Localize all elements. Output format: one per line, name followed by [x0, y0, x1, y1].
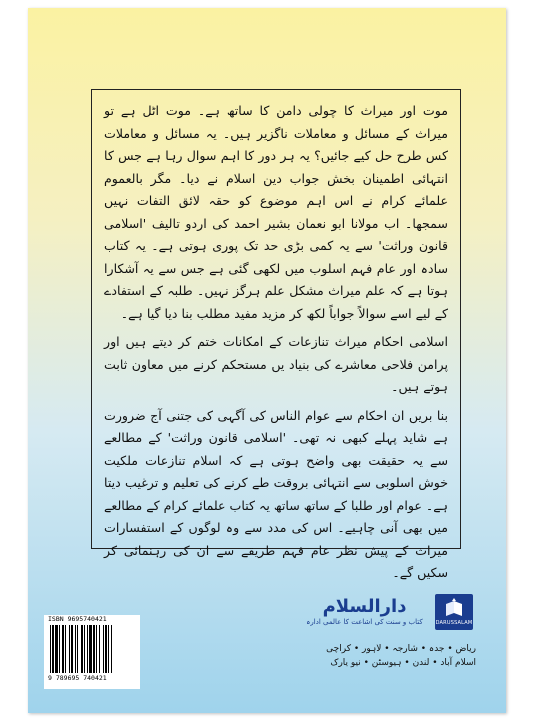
back-cover: [28, 8, 506, 713]
barcode-bar: [108, 625, 109, 673]
barcode-bar: [77, 625, 78, 673]
barcode-bar: [103, 625, 104, 673]
isbn-label: ISBN 9695740421: [48, 615, 107, 623]
publisher-logo: [435, 594, 473, 630]
barcode-bar: [105, 625, 107, 673]
barcode-bar: [93, 625, 95, 673]
address-line: ریاض • جدہ • شارجہ • لاہور • کراچی: [326, 644, 476, 654]
barcode-bar: [96, 625, 97, 673]
blurb-paragraph: اسلامی احکام میراث تنازعات کے امکانات ختم کر دیتے ہیں اور پرامن فلاحی معاشرے کی بنیاد یں مستحکم کرنے میں معاون ثابت ہوتے ہیں۔: [104, 334, 448, 394]
barcode-bar: [99, 625, 100, 673]
address-line: اسلام آباد • لندن • ہیوسٹن • نیو یارک: [330, 658, 476, 668]
barcode-bar: [55, 625, 58, 673]
barcode-bar: [75, 625, 76, 673]
barcode-bar: [62, 625, 64, 673]
blurb-paragraph: موت اور میراث کا چولی دامن کا ساتھ ہے۔ موت اٹل ہے تو میراث کے مسائل و معاملات ناگزیر ہیں۔ یہ مسائل و معاملات کس طرح حل کیے جائیں؟ یہ ہر دور کا اہم سوال رہا ہے جس کا انتہائی اطمینان بخش جواب دین اسلام نے دیا۔ مگر بالعموم علمائے کرام نے اس اہم موضوع کو حقہ لائق التفات نہیں سمجھا۔ اب مولانا ابو نعمان بشیر احمد کی اردو تالیف 'اسلامی قانون وراثت' سے یہ کمی بڑی حد تک پوری ہوتی ہے۔ یہ کتاب سادہ اور عام فہم اسلوب میں لکھی گئی ہے جس سے یہ آشکارا ہوتا ہے کہ علم میراث مشکل علم ہرگز نہیں۔ طلبہ کے استفادے کے لیے اسے سوالاً جواباً لکھ کر مزید مفید مطلب بنا دیا گیا ہے۔: [104, 103, 448, 321]
book-icon: [442, 598, 466, 620]
barcode-bar: [111, 625, 112, 673]
publisher-addresses: [296, 642, 476, 670]
barcode-bars: [48, 625, 134, 673]
publisher-block: [298, 594, 473, 630]
ean-number: 9 789695 740421: [48, 674, 107, 682]
barcode-bar: [69, 625, 70, 673]
barcode-bar: [71, 625, 73, 673]
barcode-bar: [89, 625, 92, 673]
barcode-bar: [65, 625, 66, 673]
barcode-bar: [50, 625, 51, 673]
barcode-bar: [87, 625, 88, 673]
barcode-bar: [84, 625, 85, 673]
publisher-name-block: [298, 597, 431, 627]
publisher-tagline: کتاب و سنت کی اشاعت کا عالمی ادارہ: [306, 618, 423, 626]
barcode-bar: [59, 625, 60, 673]
barcode-bar: [81, 625, 83, 673]
blurb-paragraph: بنا بریں ان احکام سے عوام الناس کی آگہی کی جتنی آج ضرورت ہے شاید پہلے کبھی نہ تھی۔ 'اسلامی قانون وراثت' کے مطالعے سے یہ حقیقت بھی واضح ہوتی ہے کہ اسلام تنازعات ملکیت خوش اسلوبی سے انتہائی بروقت طے کرنے کی تعلیم و ترغیب دیتا ہے۔ عوام اور طلبا کے ساتھ ساتھ یہ کتاب علمائے کرام کے مطالعے میں بھی آنی چاہیے۔ اس کی مدد سے وہ لوگوں کے استفسارات میراث کے پیش نظر عام فہم طریقے سے ان کی رہنمائی کر سکیں گے۔: [104, 407, 448, 580]
blurb-box: [91, 89, 461, 580]
barcode-bar: [52, 625, 54, 673]
barcode: [44, 615, 140, 689]
publisher-name: دارالسلام: [322, 596, 407, 617]
logo-text: DARUSSALAM: [435, 620, 473, 626]
